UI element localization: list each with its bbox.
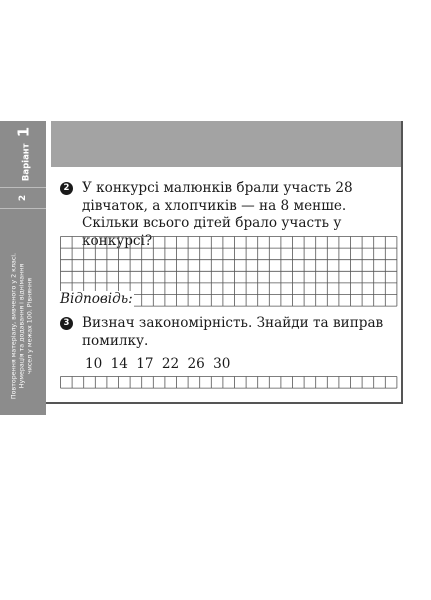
task-number-badge: 2 [60,182,73,195]
variant-tab [0,121,46,188]
task-2-text: У конкурсі малюнків брали участь 28 дівчаток, а хлопчиків — на 8 менше. Скільки всього дітей брало участь у конкурсі? [82,180,353,249]
variant-number: 1 [14,126,33,138]
task-3-text: Визнач закономірність. Знайди та виправ помилку. [82,315,384,349]
page-number-tab [0,188,46,209]
writing-grid[interactable] [60,376,405,398]
header-band [51,121,403,167]
variant-label: Варіант [21,143,32,182]
number-sequence: 10 14 17 22 26 30 [85,356,231,372]
task-number-badge: 3 [60,317,73,330]
sidebar [0,121,46,415]
page-number: 2 [18,194,28,202]
topic-line: чисел у межах 100. Рівняння [27,278,35,374]
answer-label: Відповідь: [60,291,133,307]
topic-line: Повторення матеріалу, вивченого у 2 класі. [10,252,18,400]
frame-border-bottom [46,402,403,404]
topic-text [11,226,36,426]
topic-line: Нумерація та додавання і віднімання [18,263,26,389]
